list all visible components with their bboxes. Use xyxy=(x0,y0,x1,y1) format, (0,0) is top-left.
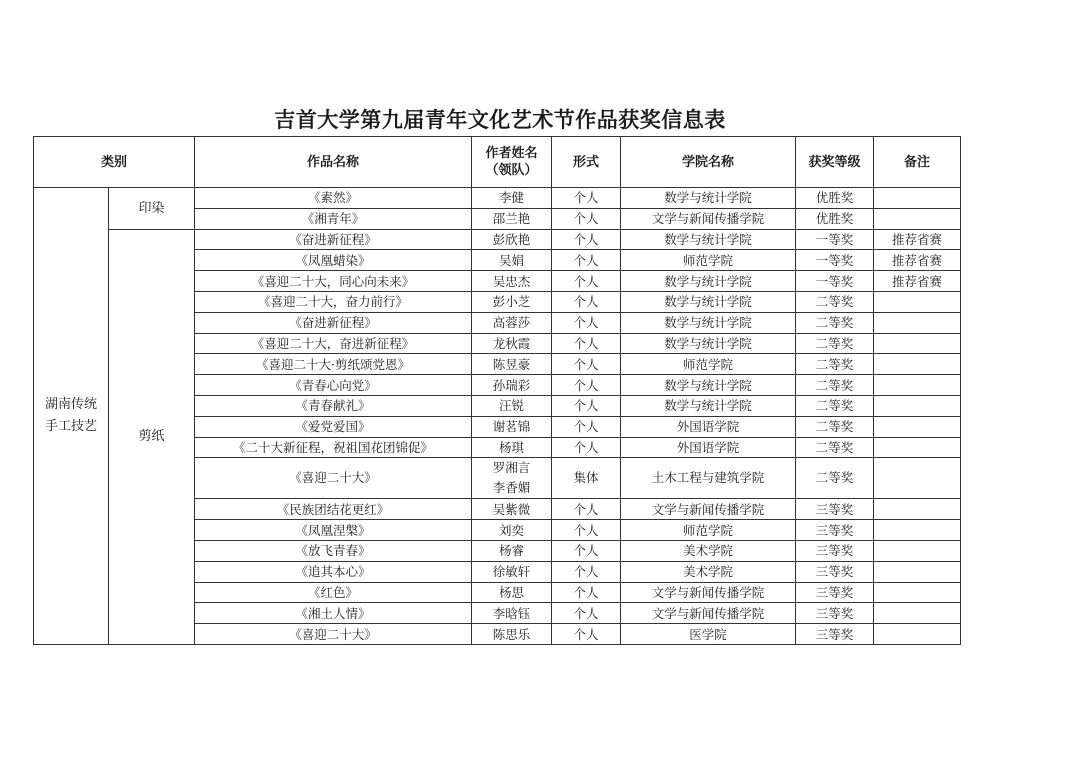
category-main-line2: 手工技艺 xyxy=(44,418,97,434)
cell-form: 集体 xyxy=(552,458,621,499)
cell-work: 《奋进新征程》 xyxy=(195,312,472,333)
cell-work: 《民族团结花更红》 xyxy=(195,499,472,520)
cell-level: 三等奖 xyxy=(796,520,874,541)
cell-level: 二等奖 xyxy=(796,416,874,437)
cell-work: 《喜迎二十大》 xyxy=(195,624,472,645)
cell-work: 《湘土人情》 xyxy=(195,603,472,624)
cell-author: 徐敏轩 xyxy=(472,561,552,582)
cell-note xyxy=(874,624,961,645)
header-author-line1: 作者姓名 xyxy=(485,146,538,161)
cell-form: 个人 xyxy=(552,354,621,375)
header-work: 作品名称 xyxy=(195,137,472,188)
cell-level: 三等奖 xyxy=(796,561,874,582)
cell-level: 一等奖 xyxy=(796,229,874,250)
cell-work: 《喜迎二十大，同心向未来》 xyxy=(195,271,472,292)
cell-form: 个人 xyxy=(552,333,621,354)
cell-level: 二等奖 xyxy=(796,354,874,375)
cell-form: 个人 xyxy=(552,250,621,271)
cell-level: 三等奖 xyxy=(796,603,874,624)
cell-form: 个人 xyxy=(552,520,621,541)
cell-form: 个人 xyxy=(552,416,621,437)
cell-level: 三等奖 xyxy=(796,540,874,561)
subcategory-papercut: 剪纸 xyxy=(109,229,195,644)
cell-level: 二等奖 xyxy=(796,437,874,458)
cell-form: 个人 xyxy=(552,499,621,520)
cell-author: 杨琪 xyxy=(472,437,552,458)
cell-college: 数学与统计学院 xyxy=(621,375,796,396)
cell-college: 数学与统计学院 xyxy=(621,188,796,209)
cell-note xyxy=(874,354,961,375)
cell-form: 个人 xyxy=(552,437,621,458)
cell-author: 汪锐 xyxy=(472,395,552,416)
cell-level: 三等奖 xyxy=(796,624,874,645)
cell-author: 陈昱豪 xyxy=(472,354,552,375)
cell-note xyxy=(874,520,961,541)
cell-author: 高蓉莎 xyxy=(472,312,552,333)
cell-note xyxy=(874,561,961,582)
header-author xyxy=(472,137,552,188)
cell-author: 吴忠杰 xyxy=(472,271,552,292)
cell-work: 《湘青年》 xyxy=(195,208,472,229)
cell-work: 《奋进新征程》 xyxy=(195,229,472,250)
cell-college: 师范学院 xyxy=(621,354,796,375)
cell-college: 数学与统计学院 xyxy=(621,271,796,292)
cell-level: 二等奖 xyxy=(796,312,874,333)
cell-work: 《喜迎二十大，奋进新征程》 xyxy=(195,333,472,354)
cell-form: 个人 xyxy=(552,603,621,624)
cell-note xyxy=(874,437,961,458)
cell-form: 个人 xyxy=(552,188,621,209)
cell-author: 吴娟 xyxy=(472,250,552,271)
cell-note: 推荐省赛 xyxy=(874,229,961,250)
cell-author: 陈思乐 xyxy=(472,624,552,645)
cell-college: 文学与新闻传播学院 xyxy=(621,208,796,229)
header-author-line2: （领队） xyxy=(485,163,538,178)
cell-college: 数学与统计学院 xyxy=(621,229,796,250)
cell-level: 一等奖 xyxy=(796,250,874,271)
cell-form: 个人 xyxy=(552,540,621,561)
cell-author-member: 李香媚 xyxy=(492,480,531,496)
cell-author xyxy=(472,458,552,499)
cell-work: 《追其本心》 xyxy=(195,561,472,582)
cell-college: 土木工程与建筑学院 xyxy=(621,458,796,499)
cell-form: 个人 xyxy=(552,561,621,582)
cell-note xyxy=(874,395,961,416)
cell-form: 个人 xyxy=(552,208,621,229)
cell-note xyxy=(874,188,961,209)
header-form: 形式 xyxy=(552,137,621,188)
cell-work: 《喜迎二十大，奋力前行》 xyxy=(195,291,472,312)
cell-college: 美术学院 xyxy=(621,540,796,561)
cell-work: 《爱党爱国》 xyxy=(195,416,472,437)
cell-college: 外国语学院 xyxy=(621,437,796,458)
cell-college: 数学与统计学院 xyxy=(621,333,796,354)
cell-author: 刘奕 xyxy=(472,520,552,541)
cell-form: 个人 xyxy=(552,312,621,333)
cell-note xyxy=(874,208,961,229)
cell-level: 二等奖 xyxy=(796,291,874,312)
cell-author: 邵兰艳 xyxy=(472,208,552,229)
cell-note xyxy=(874,499,961,520)
cell-author: 杨睿 xyxy=(472,540,552,561)
cell-level: 二等奖 xyxy=(796,375,874,396)
cell-note: 推荐省赛 xyxy=(874,250,961,271)
cell-form: 个人 xyxy=(552,395,621,416)
subcategory-dyeing: 印染 xyxy=(109,188,195,230)
table-row xyxy=(34,188,961,209)
cell-college: 数学与统计学院 xyxy=(621,312,796,333)
cell-college: 医学院 xyxy=(621,624,796,645)
cell-author: 彭小芝 xyxy=(472,291,552,312)
cell-level: 二等奖 xyxy=(796,395,874,416)
cell-level: 三等奖 xyxy=(796,582,874,603)
cell-author: 龙秋霞 xyxy=(472,333,552,354)
cell-form: 个人 xyxy=(552,271,621,292)
document-title: 吉首大学第九届青年文化艺术节作品获奖信息表 xyxy=(274,107,726,132)
header-level: 获奖等级 xyxy=(796,137,874,188)
cell-college: 外国语学院 xyxy=(621,416,796,437)
cell-college: 数学与统计学院 xyxy=(621,291,796,312)
header-row xyxy=(34,137,961,188)
cell-form: 个人 xyxy=(552,582,621,603)
cell-college: 文学与新闻传播学院 xyxy=(621,499,796,520)
cell-author: 李健 xyxy=(472,188,552,209)
cell-work: 《素然》 xyxy=(195,188,472,209)
header-college: 学院名称 xyxy=(621,137,796,188)
cell-level: 优胜奖 xyxy=(796,188,874,209)
cell-note xyxy=(874,458,961,499)
cell-work: 《喜迎二十大》 xyxy=(195,458,472,499)
cell-college: 文学与新闻传播学院 xyxy=(621,582,796,603)
cell-level: 三等奖 xyxy=(796,499,874,520)
cell-author-leader: 罗湘言 xyxy=(492,460,531,476)
category-main xyxy=(34,188,109,645)
cell-college: 师范学院 xyxy=(621,250,796,271)
cell-work: 《凤凰蜡染》 xyxy=(195,250,472,271)
cell-note xyxy=(874,375,961,396)
table-row xyxy=(34,229,961,250)
cell-form: 个人 xyxy=(552,291,621,312)
cell-work: 《青春献礼》 xyxy=(195,395,472,416)
cell-work: 《喜迎二十大·剪纸颂党恩》 xyxy=(195,354,472,375)
cell-form: 个人 xyxy=(552,229,621,250)
cell-work: 《放飞青春》 xyxy=(195,540,472,561)
cell-note: 推荐省赛 xyxy=(874,271,961,292)
cell-work: 《青春心向党》 xyxy=(195,375,472,396)
category-main-line1: 湖南传统 xyxy=(44,396,97,412)
cell-author: 杨思 xyxy=(472,582,552,603)
cell-author: 谢茗锦 xyxy=(472,416,552,437)
cell-author: 孙瑞彩 xyxy=(472,375,552,396)
cell-level: 二等奖 xyxy=(796,333,874,354)
cell-note xyxy=(874,603,961,624)
cell-note xyxy=(874,291,961,312)
header-note: 备注 xyxy=(874,137,961,188)
cell-level: 一等奖 xyxy=(796,271,874,292)
cell-college: 数学与统计学院 xyxy=(621,395,796,416)
cell-note xyxy=(874,582,961,603)
header-category: 类别 xyxy=(34,137,195,188)
cell-note xyxy=(874,312,961,333)
cell-note xyxy=(874,540,961,561)
cell-author: 吴紫微 xyxy=(472,499,552,520)
cell-form: 个人 xyxy=(552,624,621,645)
cell-work: 《二十大新征程，祝祖国花团锦促》 xyxy=(195,437,472,458)
cell-college: 美术学院 xyxy=(621,561,796,582)
cell-author: 彭欣艳 xyxy=(472,229,552,250)
cell-level: 二等奖 xyxy=(796,458,874,499)
cell-work: 《凤凰涅槃》 xyxy=(195,520,472,541)
cell-level: 优胜奖 xyxy=(796,208,874,229)
cell-college: 文学与新闻传播学院 xyxy=(621,603,796,624)
cell-form: 个人 xyxy=(552,375,621,396)
cell-author: 李晗钰 xyxy=(472,603,552,624)
cell-note xyxy=(874,333,961,354)
cell-work: 《红色》 xyxy=(195,582,472,603)
cell-college: 师范学院 xyxy=(621,520,796,541)
award-table xyxy=(33,136,961,645)
cell-note xyxy=(874,416,961,437)
